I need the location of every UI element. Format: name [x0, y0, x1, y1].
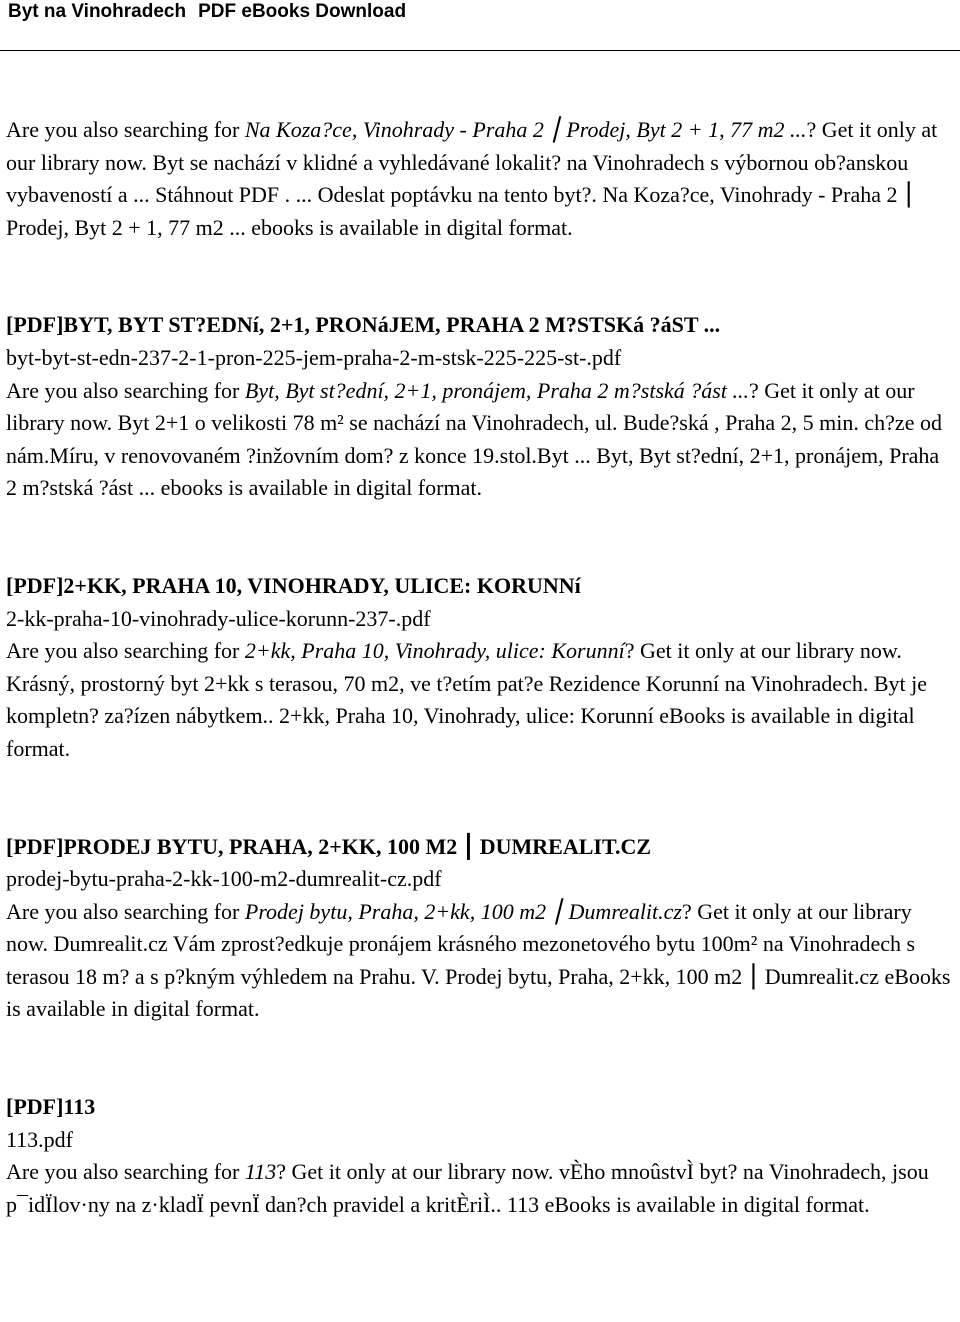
result-description — [6, 635, 954, 765]
intro-body: ? Get it only at our library now. Byt se nachází v klidné a vyhledávané lokalit? na Vinohradech s výbornou ob?anskou vybaveností a ... Stáhnout PDF . ... Odeslat poptávku na tento byt?. Na Koza?ce, Vinohrady - Praha 2 ⎮ Prodej, Byt 2 + 1, 77 m2 ... ebooks is available in digital format. — [6, 117, 938, 240]
result-prefix: Are you also searching for — [6, 898, 245, 924]
result-title[interactable]: [PDF]BYT, BYT ST?EDNí, 2+1, PRONáJEM, PRAHA 2 M?STSKá ?áST ... — [6, 312, 721, 338]
result-entry — [6, 831, 954, 1027]
result-query: 113 — [244, 1159, 277, 1185]
result-prefix: Are you also searching for — [6, 377, 245, 403]
result-entry — [6, 1091, 954, 1221]
result-entry — [6, 570, 954, 766]
page-header — [8, 0, 406, 28]
result-entry — [6, 309, 954, 505]
header-divider — [0, 50, 960, 51]
result-title[interactable]: [PDF]2+KK, PRAHA 10, VINOHRADY, ULICE: KORUNNí — [6, 572, 581, 598]
intro-paragraph — [6, 114, 954, 244]
result-description — [6, 1156, 954, 1221]
result-prefix: Are you also searching for — [6, 638, 245, 664]
result-body: ? Get it only at our library now. Byt 2+1 o velikosti 78 m² se nachází na Vinohradech, ul. Bude?ská , Praha 2, 5 min. ch?ze od nám.Míru, v renovovaném ?inžovním dom? z konce 19.stol.Byt ... Byt, Byt st?ední, 2+1, pronájem, Praha 2 m?stská ?ást ... ebooks is available in digital format. — [6, 377, 942, 501]
document-body — [6, 114, 954, 1221]
result-query: 2+kk, Praha 10, Vinohrady, ulice: Korunní — [244, 638, 625, 664]
intro-prefix: Are you also searching for — [6, 117, 245, 142]
result-description — [6, 375, 954, 505]
result-title[interactable]: [PDF]113 — [6, 1094, 96, 1120]
result-body: ? Get it only at our library now. Dumrealit.cz Vám zprost?edkuje pronájem krásného mezonetového bytu 100m² na Vinohradech s terasou 18 m? a s p?kným výhledem na Prahu. V. Prodej bytu, Praha, 2+kk, 100 m2 ⎮ Dumrealit.cz eBooks is available in digital format. — [6, 898, 951, 1022]
result-description — [6, 896, 954, 1026]
result-query: Prodej bytu, Praha, 2+kk, 100 m2 ⎮ Dumrealit.cz — [244, 898, 682, 924]
result-filename[interactable]: prodej-bytu-praha-2-kk-100-m2-dumrealit-cz.pdf — [6, 866, 442, 892]
site-title: Byt na Vinohradech — [8, 1, 187, 22]
result-body: ? Get it only at our library now. Krásný, prostorný byt 2+kk s terasou, 70 m2, ve t?etím pat?e Rezidence Korunní na Vinohradech. Byt je kompletn? za?ízen nábytkem.. 2+kk, Praha 10, Vinohrady, ulice: Korunní eBooks is available in digital format. — [6, 638, 928, 761]
result-filename[interactable]: 2-kk-praha-10-vinohrady-ulice-korunn-237-.pdf — [6, 605, 431, 631]
result-filename[interactable]: 113.pdf — [6, 1126, 74, 1152]
site-subtitle: PDF eBooks Download — [198, 1, 407, 22]
result-prefix: Are you also searching for — [6, 1159, 245, 1185]
result-query: Byt, Byt st?ední, 2+1, pronájem, Praha 2 m?stská ?ást ... — [244, 377, 749, 403]
result-body: ? Get it only at our library now. vÈho mnoûstvÌ byt? na Vinohradech, jsou p¯idÏlov·ny na z·kladÏ pevnÏ dan?ch pravidel a kritÈriÌ.. 113 eBooks is available in digital format. — [6, 1159, 929, 1217]
result-filename[interactable]: byt-byt-st-edn-237-2-1-pron-225-jem-praha-2-m-stsk-225-225-st-.pdf — [6, 344, 622, 370]
result-title[interactable]: [PDF]PRODEJ BYTU, PRAHA, 2+KK, 100 M2 ⎮ DUMREALIT.CZ — [6, 833, 652, 859]
intro-query: Na Koza?ce, Vinohrady - Praha 2 ⎮ Prodej, Byt 2 + 1, 77 m2 ... — [244, 117, 807, 142]
